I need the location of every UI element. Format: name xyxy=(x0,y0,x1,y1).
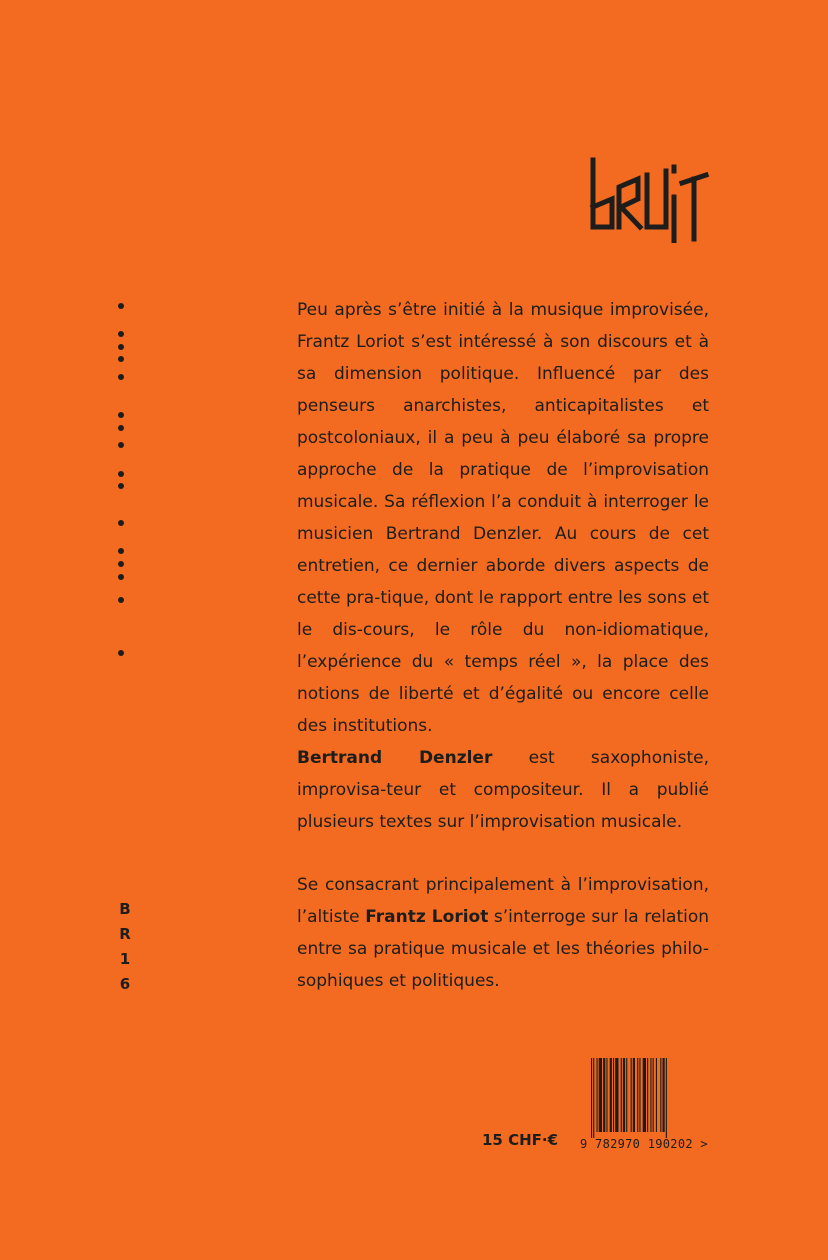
series-code-letter: R xyxy=(119,925,131,943)
dot xyxy=(118,520,124,526)
dot xyxy=(118,425,124,431)
author-name: Frantz Loriot xyxy=(365,907,489,927)
summary-paragraph: Peu après s’être initié à la musique improvisée, Frantz Loriot s’est intéressé à son discours et à sa dimension politique. Influencé par des penseurs anarchistes, anticapitalistes et postcoloniaux, il a peu à peu élaboré sa propre approche de la pratique de l’improvisation musicale. Sa réflexion l’a conduit à interroger le musicien Bertrand Denzler. Au cours de cet entretien, ce dernier aborde divers aspects de cette pra-tique, dont le rapport entre les sons et le dis-cours, le rôle du non-idiomatique, l’expérience du « temps réel », la place des notions de liberté et d’égalité ou encore celle des institutions. xyxy=(297,300,709,736)
series-code xyxy=(119,897,131,997)
dot xyxy=(118,374,124,380)
price-label: 15 CHF·€ xyxy=(482,1131,559,1149)
series-code-letter: 6 xyxy=(119,975,131,993)
dot xyxy=(118,412,124,418)
dot xyxy=(118,650,124,656)
dot xyxy=(118,483,124,489)
author-bio-denzler xyxy=(297,742,709,838)
isbn-number: 9 782970 190202 > xyxy=(580,1137,708,1151)
series-code-letter: 1 xyxy=(119,950,131,968)
dot xyxy=(118,442,124,448)
dot xyxy=(118,548,124,554)
dot xyxy=(118,561,124,567)
dot xyxy=(118,344,124,350)
bruit-logo xyxy=(588,157,710,243)
author-bio-loriot xyxy=(297,869,709,997)
author-bio-text: Se consacrant principalement à l’improvisation, l’altiste xyxy=(297,875,709,927)
barcode xyxy=(590,1058,698,1138)
dot xyxy=(118,574,124,580)
dot xyxy=(118,597,124,603)
dot xyxy=(118,303,124,309)
dot xyxy=(118,471,124,477)
series-code-letter: B xyxy=(119,900,131,918)
author-bio-text: est saxophoniste, improvisa-teur et compositeur. Il a publié plusieurs textes sur l’improvisation musicale. xyxy=(297,748,709,832)
dot xyxy=(118,331,124,337)
dot xyxy=(118,356,124,362)
decorative-dots xyxy=(0,0,240,680)
author-bio-text: s’interroge sur la relation entre sa pratique musicale et les théories philo-sophiques et politiques. xyxy=(297,907,710,991)
author-name: Bertrand Denzler xyxy=(297,748,493,768)
